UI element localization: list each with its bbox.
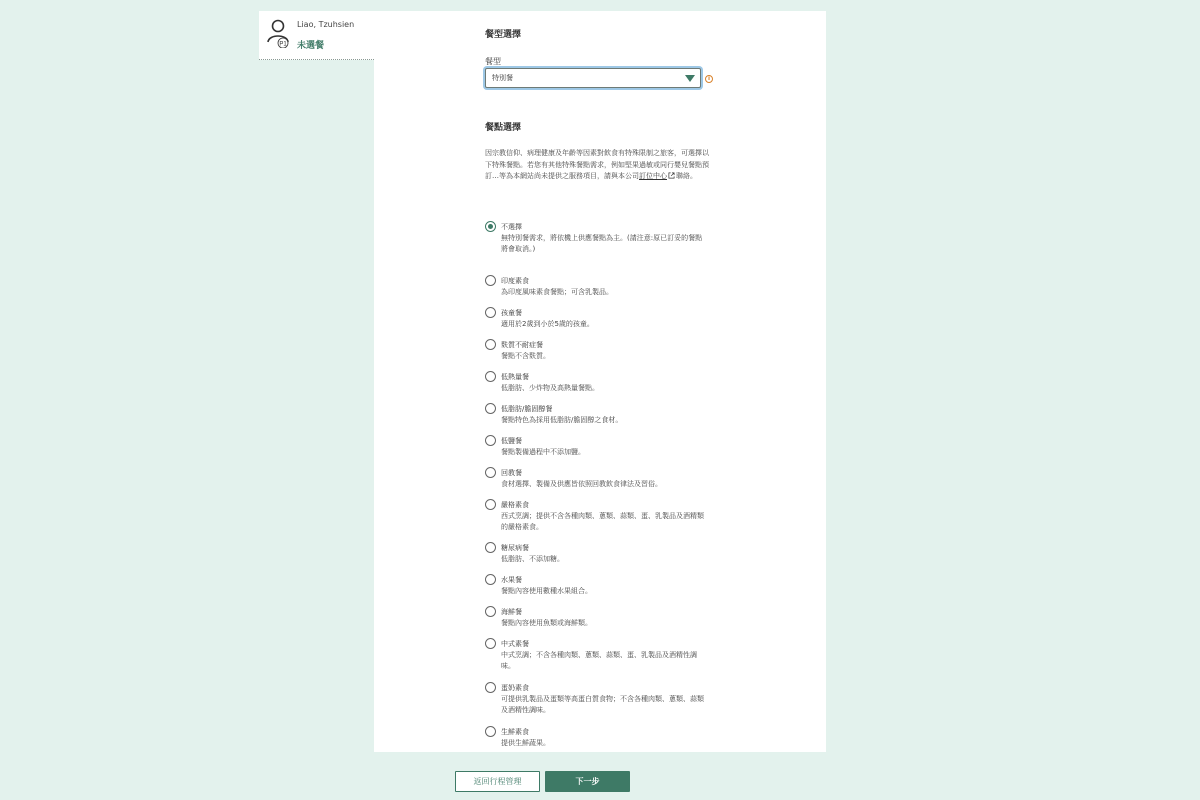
meal-option-description: 適用於2歲到小於5歲的孩童。 [501, 320, 594, 328]
meal-option-description: 餐點內容使用魚類或海鮮類。 [501, 619, 592, 627]
booking-center-link[interactable]: 訂位中心 [639, 172, 667, 180]
meal-option-radio[interactable] [485, 638, 496, 649]
meal-type-selected-value: 特別餐 [492, 74, 513, 82]
meal-option-description: 可提供乳製品及蛋類等高蛋白質食物；不含各種肉類、蔥類、蒜類及酒精性調味。 [501, 695, 704, 714]
avatar-label: P1 [279, 41, 287, 48]
next-step-button[interactable]: 下一步 [545, 771, 630, 792]
meal-option-title: 低鹽餐 [501, 437, 522, 445]
meal-option-description: 無特別餐需求，將依機上供應餐點為主。(請注意:原已訂妥的餐點將會取消。) [501, 234, 703, 253]
meal-option-description: 西式烹調；提供不含各種肉類、蔥類、蒜類、蛋、乳製品及酒精類的嚴格素食。 [501, 512, 704, 531]
back-to-trip-button[interactable]: 返回行程管理 [455, 771, 540, 792]
description-suffix: 聯絡。 [676, 172, 697, 180]
meal-option-radio[interactable] [485, 403, 496, 414]
meal-option-title: 糖尿病餐 [501, 544, 529, 552]
meal-option-radio[interactable] [485, 371, 496, 382]
meal-option-title: 孩童餐 [501, 309, 522, 317]
meal-option-radio[interactable] [485, 606, 496, 617]
meal-option-radio[interactable] [485, 726, 496, 737]
meal-option-description: 為印度風味素食餐點；可含乳製品。 [501, 288, 613, 296]
meal-option-description: 低脂肪、少炸物及高熱量餐點。 [501, 384, 599, 392]
meal-option-description: 低脂肪、不添加糖。 [501, 555, 564, 563]
meal-option-radio[interactable] [485, 574, 496, 585]
meal-option-title: 不選擇 [501, 223, 522, 231]
meal-option-title: 麩質不耐症餐 [501, 341, 543, 349]
meal-option-description: 提供生鮮蔬果。 [501, 739, 550, 747]
meal-option-title: 中式素餐 [501, 640, 529, 648]
passenger-card[interactable] [259, 11, 374, 60]
meal-option-title: 海鮮餐 [501, 608, 522, 616]
meal-selection-section-title: 餐點選擇 [485, 123, 522, 133]
external-link-icon[interactable] [668, 172, 675, 179]
meal-option-title: 低脂肪/膽固醇餐 [501, 405, 553, 413]
meal-option-title: 水果餐 [501, 576, 522, 584]
meal-option-title: 蛋奶素食 [501, 684, 529, 692]
meal-option-radio[interactable] [485, 499, 496, 510]
meal-option-radio[interactable] [485, 682, 496, 693]
meal-option-radio[interactable] [485, 221, 496, 232]
meal-option-description: 餐點內容使用數種水果組合。 [501, 587, 592, 595]
info-icon[interactable]: i [705, 75, 713, 83]
meal-type-section-title: 餐型選擇 [485, 30, 522, 40]
description-text: 因宗教信仰、病理健康及年齡等因素對飲食有特殊限制之旅客，可選擇以下特殊餐點。若您有其他特殊餐點需求，例如堅果過敏或同行嬰兒餐點預訂…等為本網站尚未提供之服務項目，請與本公司 [485, 149, 709, 180]
meal-option-description: 食材選擇、製備及供應皆依照回教飲食律法及習俗。 [501, 480, 662, 488]
meal-form-panel [374, 11, 826, 752]
meal-option-radio[interactable] [485, 275, 496, 286]
triangle-down-icon[interactable] [685, 75, 695, 82]
meal-option-radio[interactable] [485, 542, 496, 553]
meal-option-description: 中式烹調；不含各種肉類、蔥類、蒜類、蛋、乳製品及酒精性調味。 [501, 651, 697, 670]
meal-option-title: 回教餐 [501, 469, 522, 477]
meal-status: 未選餐 [297, 41, 325, 51]
meal-type-label: 餐型 [485, 57, 501, 66]
person-icon [267, 18, 291, 48]
passenger-name: Liao, Tzuhsien [297, 20, 355, 29]
meal-option-description: 餐點特色為採用低脂肪/膽固醇之食材。 [501, 416, 623, 424]
meal-type-select[interactable] [485, 68, 701, 88]
meal-option-description: 餐點製備過程中不添加鹽。 [501, 448, 585, 456]
meal-option-description: 餐點不含麩質。 [501, 352, 550, 360]
meal-option-title: 印度素食 [501, 277, 529, 285]
meal-option-title: 低熱量餐 [501, 373, 529, 381]
meal-option-title: 生鮮素食 [501, 728, 529, 736]
meal-option-radio[interactable] [485, 339, 496, 350]
meal-option-radio[interactable] [485, 435, 496, 446]
meal-option-radio[interactable] [485, 467, 496, 478]
meal-option-title: 嚴格素食 [501, 501, 529, 509]
meal-selection-description [485, 148, 713, 183]
meal-option-radio[interactable] [485, 307, 496, 318]
